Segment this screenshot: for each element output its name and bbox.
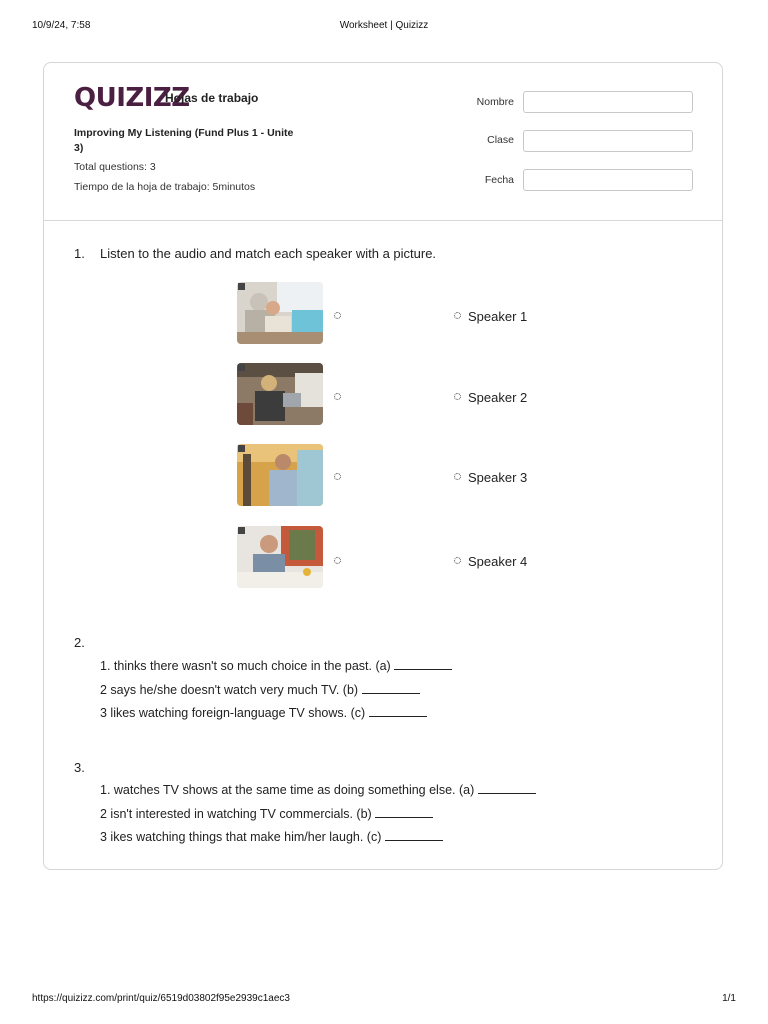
clase-label: Clase — [487, 134, 514, 146]
answer-blank[interactable] — [394, 658, 452, 670]
nombre-label: Nombre — [476, 96, 514, 108]
worksheet-type-label: Hojas de trabajo — [165, 91, 259, 105]
picture-c — [237, 444, 323, 506]
picture-b-radio[interactable] — [334, 393, 341, 400]
answer-blank[interactable] — [362, 682, 420, 694]
quiz-title: Improving My Listening (Fund Plus 1 - Unite 3) — [74, 127, 294, 154]
quizizz-logo: QUIZIZZ — [74, 83, 190, 113]
print-footer — [32, 993, 736, 1007]
picture-a-radio[interactable] — [334, 312, 341, 319]
speaker-1-radio[interactable] — [454, 312, 461, 319]
question-2-item-3-text: 3 likes watching foreign-language TV shows. (c) — [100, 706, 366, 720]
page-number: 1/1 — [722, 993, 736, 1004]
worksheet-time: Tiempo de la hoja de trabajo: 5minutos — [74, 181, 256, 193]
picture-c-radio[interactable] — [334, 473, 341, 480]
print-header — [32, 20, 736, 34]
question-3-item-1 — [100, 782, 536, 797]
question-3-item-3-text: 3 ikes watching things that make him/her laugh. (c) — [100, 830, 382, 844]
speaker-2-radio[interactable] — [454, 393, 461, 400]
question-3-item-2-text: 2 isn't interested in watching TV commercials. (b) — [100, 807, 372, 821]
question-1-number: 1. — [74, 246, 85, 261]
question-1-text: Listen to the audio and match each speaker with a picture. — [100, 246, 437, 261]
worksheet-header — [44, 63, 722, 221]
picture-d-radio[interactable] — [334, 557, 341, 564]
question-3-number: 3. — [74, 760, 85, 775]
total-questions: Total questions: 3 — [74, 161, 156, 173]
speaker-2-label: Speaker 2 — [468, 390, 528, 405]
question-3-item-2 — [100, 806, 433, 821]
answer-blank[interactable] — [369, 705, 427, 717]
nombre-field[interactable] — [523, 91, 693, 113]
picture-a — [237, 282, 323, 344]
question-2-item-2-text: 2 says he/she doesn't watch very much TV. (b) — [100, 683, 359, 697]
question-2-item-1 — [100, 658, 452, 673]
answer-blank[interactable] — [385, 829, 443, 841]
print-title: Worksheet | Quizizz — [339, 20, 429, 31]
speaker-1-label: Speaker 1 — [468, 309, 528, 324]
print-url: https://quizizz.com/print/quiz/6519d03802f95e2939c1aec3 — [32, 993, 290, 1004]
worksheet-card — [43, 62, 723, 870]
question-2-number: 2. — [74, 635, 85, 650]
print-date: 10/9/24, 7:58 — [32, 20, 91, 31]
question-3-item-1-text: 1. watches TV shows at the same time as doing something else. (a) — [100, 783, 475, 797]
question-3-item-3 — [100, 829, 443, 844]
picture-d — [237, 526, 323, 588]
fecha-label: Fecha — [484, 174, 514, 186]
speaker-4-radio[interactable] — [454, 557, 461, 564]
question-2-item-2 — [100, 682, 420, 697]
picture-b — [237, 363, 323, 425]
speaker-4-label: Speaker 4 — [468, 554, 528, 569]
fecha-field[interactable] — [523, 169, 693, 191]
answer-blank[interactable] — [375, 806, 433, 818]
question-2-item-3 — [100, 705, 427, 720]
clase-field[interactable] — [523, 130, 693, 152]
speaker-3-label: Speaker 3 — [468, 470, 528, 485]
answer-blank[interactable] — [478, 782, 536, 794]
question-2-item-1-text: 1. thinks there wasn't so much choice in the past. (a) — [100, 659, 391, 673]
speaker-3-radio[interactable] — [454, 473, 461, 480]
